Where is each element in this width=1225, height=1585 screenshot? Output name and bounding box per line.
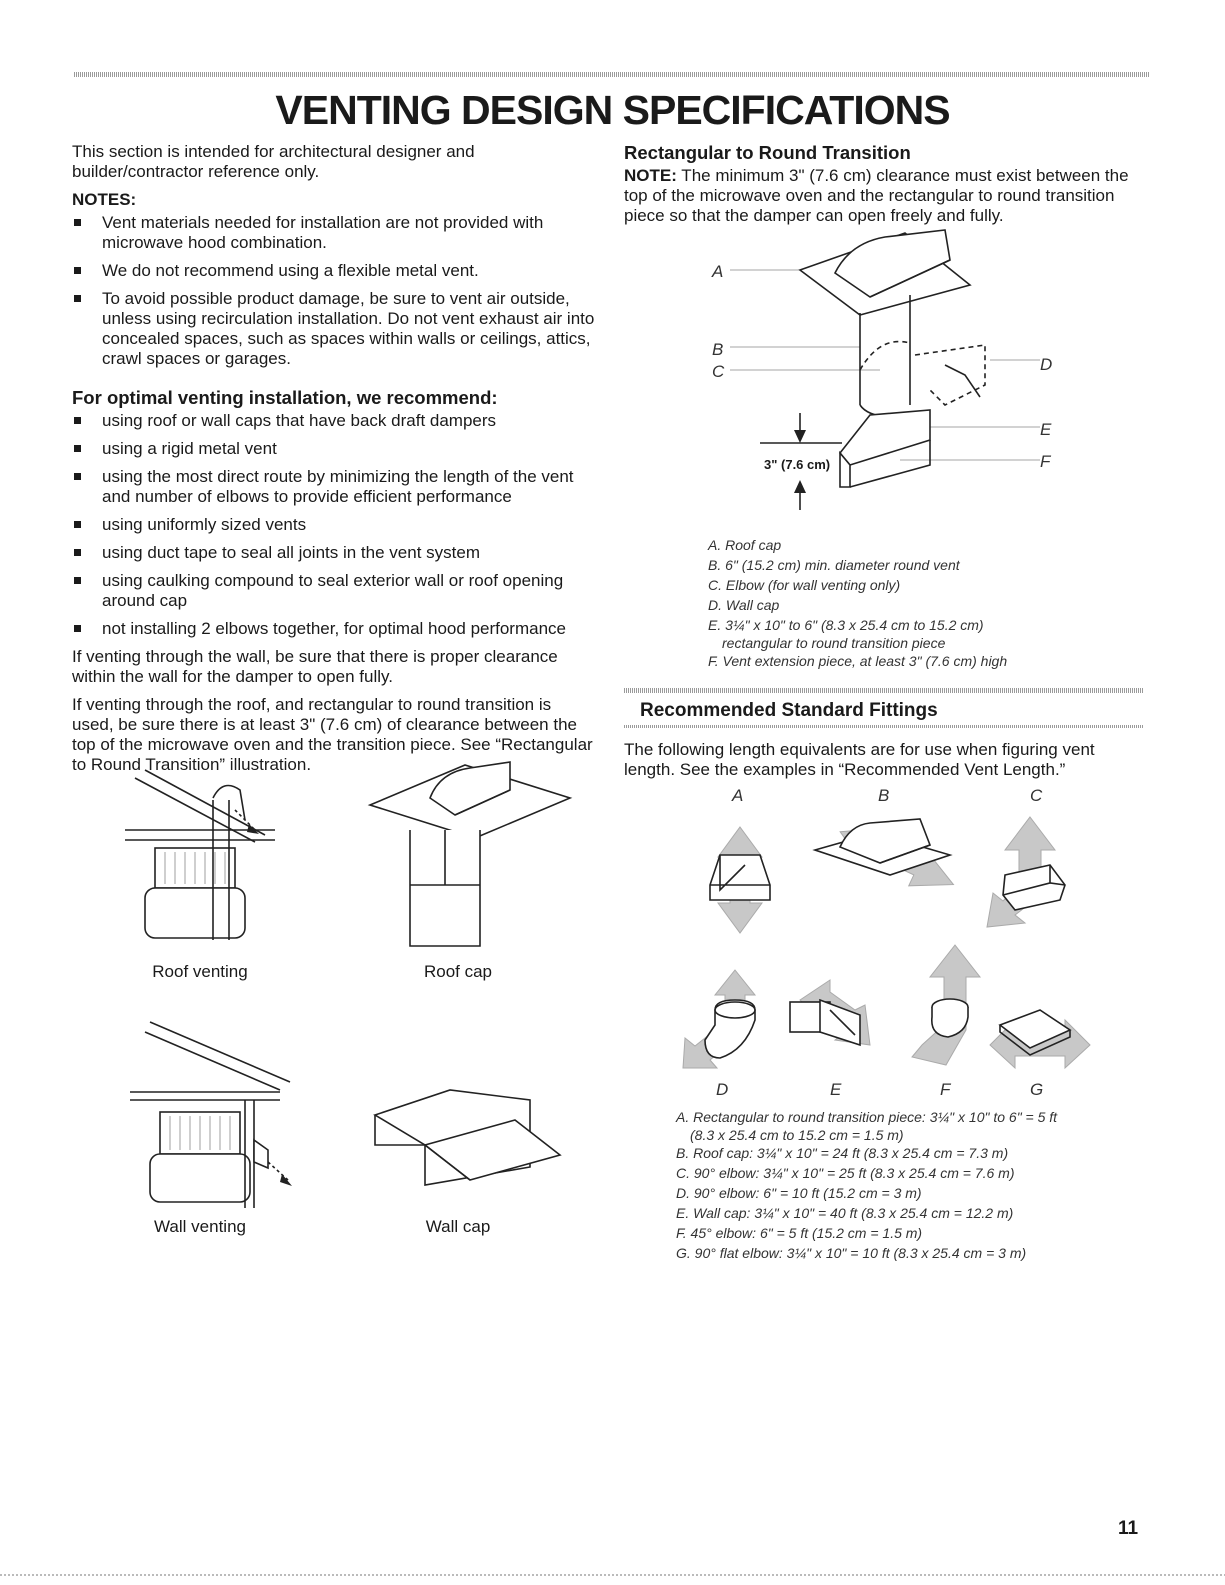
list-item: To avoid possible product damage, be sure to vent air outside, unless using recirculation installation. Do not vent exhaust air into concealed spaces, such as spaces within walls or ceilings, attics, crawl spaces or garages. (72, 289, 597, 369)
diagram-legend (708, 535, 1128, 671)
roof-cap-illustration (370, 760, 570, 950)
fitting-letter-d: D (716, 1080, 729, 1099)
legend-item: B. Roof cap: 3¼" x 10" = 24 ft (8.3 x 25.4 cm = 7.3 m) (676, 1145, 1009, 1161)
rect-heading: Rectangular to Round Transition (624, 142, 911, 163)
notes-list (72, 213, 597, 369)
fitting-c-icon (975, 815, 1085, 935)
transition-diagram (720, 225, 1053, 525)
notes-heading: NOTES: (72, 190, 137, 209)
legend-item: E. Wall cap: 3¼" x 10" = 40 ft (8.3 x 25.4 cm = 12.2 m) (676, 1205, 1014, 1221)
legend-item: F. 45° elbow: 6" = 5 ft (15.2 cm = 1.5 m) (676, 1225, 923, 1241)
fitting-g-icon (985, 990, 1095, 1070)
fittings-intro: The following length equivalents are for use when figuring vent length. See the examples in “Recommended Vent Length.” (624, 740, 1095, 779)
fitting-d-icon (675, 970, 765, 1070)
diagram-letter-b: B (712, 340, 724, 359)
legend-item: (8.3 x 25.4 cm to 15.2 cm = 1.5 m) (690, 1127, 904, 1143)
legend-item: E. 3¼" x 10" to 6" (8.3 x 25.4 cm to 15.2 cm) (708, 617, 984, 633)
fittings-rule-top (624, 688, 1144, 693)
list-item: not installing 2 elbows together, for optimal hood performance (72, 619, 597, 639)
diagram-letter-e: E (1040, 420, 1052, 439)
legend-item: C. 90° elbow: 3¼" x 10" = 25 ft (8.3 x 25.4 cm = 7.6 m) (676, 1165, 1015, 1181)
legend-item: B. 6" (15.2 cm) min. diameter round vent (708, 557, 960, 573)
legend-item: A. Roof cap (708, 537, 782, 553)
left-column (72, 142, 597, 783)
fittings-rule-bottom (624, 725, 1144, 728)
wall-cap-illustration (370, 1085, 570, 1195)
roof-venting-illustration (125, 760, 295, 950)
list-item: using the most direct route by minimizing the length of the vent and number of elbows to provide efficient performance (72, 467, 597, 507)
fitting-letter-c: C (1030, 786, 1043, 805)
fitting-letter-b: B (878, 786, 890, 805)
diagram-letter-f: F (1040, 452, 1051, 471)
fitting-e-icon (770, 980, 900, 1070)
page-title: VENTING DESIGN SPECIFICATIONS (275, 87, 950, 133)
legend-item: rectangular to round transition piece (722, 635, 946, 651)
fittings-heading: Recommended Standard Fittings (640, 700, 938, 721)
fitting-letter-e: E (830, 1080, 842, 1099)
legend-item: G. 90° flat elbow: 3¼" x 10" = 10 ft (8.3 x 25.4 cm = 3 m) (676, 1245, 1027, 1261)
list-item: using a rigid metal vent (72, 439, 597, 459)
list-item: We do not recommend using a flexible metal vent. (72, 261, 597, 281)
list-item: using duct tape to seal all joints in the vent system (72, 543, 597, 563)
intro-text: This section is intended for architectural designer and builder/contractor reference only. (72, 142, 475, 181)
list-item: using uniformly sized vents (72, 515, 597, 535)
page-number: 11 (1118, 1518, 1139, 1539)
optimal-list (72, 411, 597, 639)
fitting-letter-f: F (940, 1080, 951, 1099)
diagram-letter-d: D (1040, 355, 1053, 374)
wall-venting-illustration (130, 1022, 300, 1212)
fitting-b-icon (810, 815, 970, 925)
legend-item: D. 90° elbow: 6" = 10 ft (15.2 cm = 3 m) (676, 1185, 922, 1201)
fittings-legend (676, 1107, 1146, 1263)
roof-cap-caption: Roof cap (423, 962, 493, 981)
diagram-letter-a: A (712, 262, 724, 281)
diagram-letter-c: C (712, 362, 725, 381)
bottom-rule (0, 1574, 1225, 1576)
fitting-letter-g: G (1030, 1080, 1044, 1099)
wall-venting-caption: Wall venting (154, 1217, 246, 1236)
optimal-heading: For optimal venting installation, we recommend: (72, 387, 498, 408)
legend-item: A. Rectangular to round transition piece: 3¼" x 10" to 6" = 5 ft (676, 1109, 1058, 1125)
legend-item: D. Wall cap (708, 597, 780, 613)
wall-paragraph: If venting through the wall, be sure that there is proper clearance within the wall for the damper to open fully. (72, 647, 558, 686)
top-rule (74, 72, 1150, 77)
rect-note-label: NOTE: (624, 166, 677, 185)
list-item: Vent materials needed for installation are not provided with microwave hood combination. (72, 213, 597, 253)
list-item: using roof or wall caps that have back draft dampers (72, 411, 597, 431)
fitting-letter-a: A (732, 786, 744, 805)
legend-item: C. Elbow (for wall venting only) (708, 577, 901, 593)
roof-paragraph: If venting through the roof, and rectangular to round transition is used, be sure there is at least 3" (7.6 cm) of clearance between the top of the microwave oven and the transition piece. See “Rectangular to Round Transition” illustration. (72, 695, 593, 774)
rect-note (624, 166, 1134, 226)
wall-cap-caption: Wall cap (425, 1217, 491, 1236)
fitting-f-icon (900, 945, 990, 1070)
right-column (624, 142, 1134, 234)
list-item: using caulking compound to seal exterior wall or roof opening around cap (72, 571, 597, 611)
roof-venting-caption: Roof venting (152, 962, 248, 981)
fitting-a-icon (700, 825, 780, 935)
legend-item: F. Vent extension piece, at least 3" (7.6 cm) high (708, 653, 1008, 669)
clearance-label: 3" (7.6 cm) (764, 457, 831, 472)
rect-note-text: The minimum 3" (7.6 cm) clearance must exist between the top of the microwave oven and the rectangular to round transition piece so that the damper can open freely and fully. (624, 166, 1129, 225)
